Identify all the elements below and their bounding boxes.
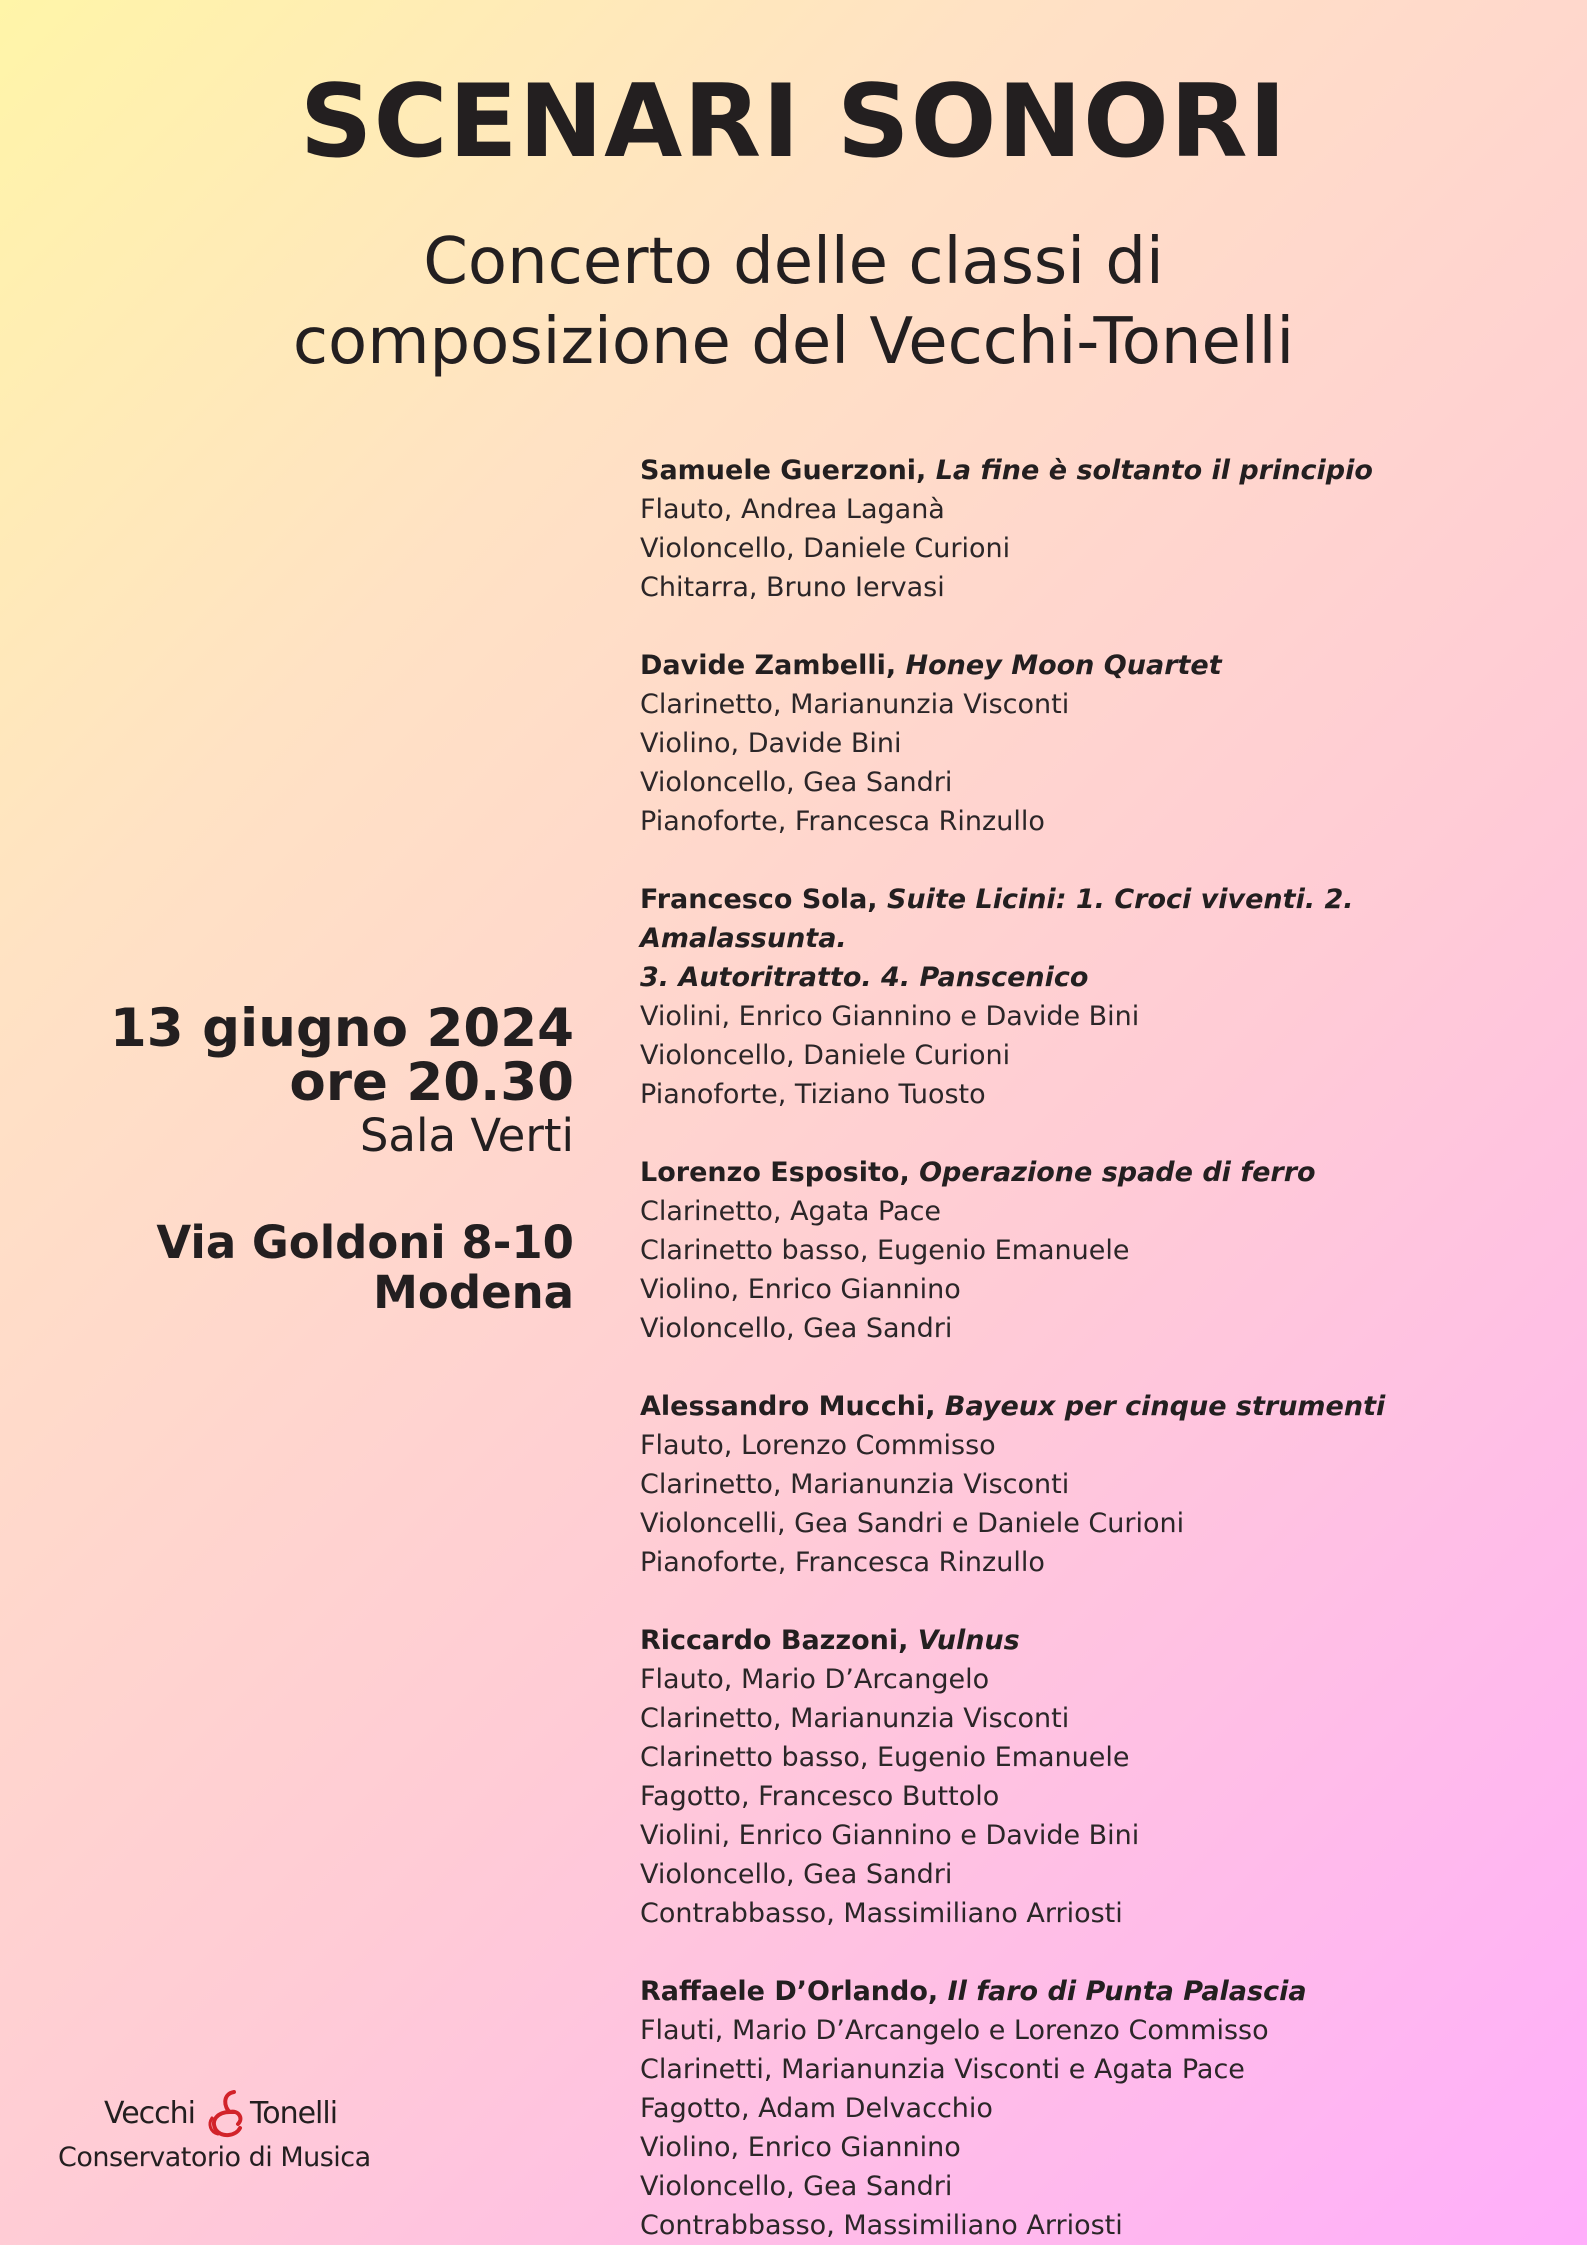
performer-line: Fagotto, Adam Delvacchio bbox=[640, 2093, 993, 2124]
performer-line: Violoncello, Gea Sandri bbox=[640, 1859, 953, 1890]
piece-title: 3. Autoritratto. 4. Panscenico bbox=[640, 962, 1089, 993]
logo-word-left: Vecchi bbox=[104, 2096, 195, 2131]
performer-line: Violoncello, Daniele Curioni bbox=[640, 533, 1011, 564]
event-info bbox=[14, 998, 574, 1320]
piece-title: Il faro di Punta Palascia bbox=[947, 1976, 1307, 2007]
program-piece bbox=[640, 880, 1540, 1114]
performer-line: Violino, Davide Bini bbox=[640, 728, 902, 759]
performer-line: Pianoforte, Francesca Rinzullo bbox=[640, 806, 1045, 837]
piece-title: Bayeux per cinque strumenti bbox=[944, 1391, 1386, 1422]
subtitle-line-2: composizione del Vecchi-Tonelli bbox=[292, 305, 1295, 379]
subtitle bbox=[0, 222, 1587, 382]
piece-heading bbox=[640, 1621, 1540, 1660]
performer-line: Clarinetto basso, Eugenio Emanuele bbox=[640, 1235, 1130, 1266]
piece-heading bbox=[640, 1153, 1540, 1192]
performer-line: Chitarra, Bruno Iervasi bbox=[640, 572, 945, 603]
performer-line: Violini, Enrico Giannino e Davide Bini bbox=[640, 1820, 1140, 1851]
performer-line: Contrabbasso, Massimiliano Arriosti bbox=[640, 2210, 1123, 2241]
composer-name: Samuele Guerzoni, bbox=[640, 455, 927, 486]
performer-line: Violoncello, Gea Sandri bbox=[640, 1313, 953, 1344]
piece-heading bbox=[640, 1972, 1540, 2011]
performer-line: Violino, Enrico Giannino bbox=[640, 1274, 961, 1305]
performer-line: Violoncello, Gea Sandri bbox=[640, 2171, 953, 2202]
composer-name: Francesco Sola, bbox=[640, 884, 878, 915]
program-list bbox=[640, 451, 1540, 2245]
composer-name: Riccardo Bazzoni, bbox=[640, 1625, 909, 1656]
composer-name: Davide Zambelli, bbox=[640, 650, 897, 681]
piece-heading bbox=[640, 451, 1540, 490]
logo-tagline: Conservatorio di Musica bbox=[58, 2142, 371, 2173]
conservatory-logo bbox=[58, 2088, 398, 2173]
event-street-address: Via Goldoni 8-10 bbox=[156, 1216, 574, 1269]
event-time: ore 20.30 bbox=[289, 1052, 574, 1113]
piece-heading bbox=[640, 646, 1540, 685]
performer-line: Clarinetto, Marianunzia Visconti bbox=[640, 1469, 1070, 1500]
main-title: SCENARI SONORI bbox=[299, 62, 1288, 180]
piece-title: Operazione spade di ferro bbox=[919, 1157, 1316, 1188]
performer-line: Clarinetti, Marianunzia Visconti e Agata Pace bbox=[640, 2054, 1245, 2085]
program-piece bbox=[640, 451, 1540, 607]
program-piece bbox=[640, 1153, 1540, 1348]
performer-line: Violoncello, Gea Sandri bbox=[640, 767, 953, 798]
performer-line: Violoncello, Daniele Curioni bbox=[640, 1040, 1011, 1071]
event-date: 13 giugno 2024 bbox=[109, 998, 574, 1059]
performer-line: Contrabbasso, Massimiliano Arriosti bbox=[640, 1898, 1123, 1929]
piece-title: Vulnus bbox=[917, 1625, 1020, 1656]
piece-title: Honey Moon Quartet bbox=[905, 650, 1222, 681]
performer-line: Fagotto, Francesco Buttolo bbox=[640, 1781, 1000, 1812]
logo-word-right: Tonelli bbox=[250, 2096, 338, 2131]
piece-heading bbox=[640, 1387, 1540, 1426]
piece-title: La fine è soltanto il principio bbox=[935, 455, 1373, 486]
performer-line: Violino, Enrico Giannino bbox=[640, 2132, 961, 2163]
composer-name: Raffaele D’Orlando, bbox=[640, 1976, 939, 2007]
performer-line: Clarinetto, Marianunzia Visconti bbox=[640, 689, 1070, 720]
performer-line: Violoncelli, Gea Sandri e Daniele Curioni bbox=[640, 1508, 1185, 1539]
composer-name: Lorenzo Esposito, bbox=[640, 1157, 910, 1188]
performer-line: Violini, Enrico Giannino e Davide Bini bbox=[640, 1001, 1140, 1032]
performer-line: Flauti, Mario D’Arcangelo e Lorenzo Commisso bbox=[640, 2015, 1269, 2046]
performer-line: Clarinetto, Agata Pace bbox=[640, 1196, 942, 1227]
program-piece bbox=[640, 646, 1540, 841]
performer-line: Clarinetto, Marianunzia Visconti bbox=[640, 1703, 1070, 1734]
piece-title: Suite Licini: 1. Croci viventi. 2. Amalassunta. bbox=[640, 884, 1354, 954]
program-piece bbox=[640, 1972, 1540, 2245]
subtitle-line-1: Concerto delle classi di bbox=[423, 225, 1164, 299]
performer-line: Flauto, Lorenzo Commisso bbox=[640, 1430, 996, 1461]
performer-line: Flauto, Andrea Laganà bbox=[640, 494, 945, 525]
event-hall: Sala Verti bbox=[359, 1109, 574, 1162]
piece-title-continuation bbox=[640, 958, 1540, 997]
piece-heading bbox=[640, 880, 1540, 958]
performer-line: Pianoforte, Francesca Rinzullo bbox=[640, 1547, 1045, 1578]
event-city: Modena bbox=[373, 1266, 574, 1319]
program-piece bbox=[640, 1387, 1540, 1582]
performer-line: Clarinetto basso, Eugenio Emanuele bbox=[640, 1742, 1130, 1773]
logo-wordmark bbox=[58, 2088, 398, 2140]
performer-line: Flauto, Mario D’Arcangelo bbox=[640, 1664, 990, 1695]
program-piece bbox=[640, 1621, 1540, 1933]
performer-line: Pianoforte, Tiziano Tuosto bbox=[640, 1079, 986, 1110]
composer-name: Alessandro Mucchi, bbox=[640, 1391, 936, 1422]
violin-scroll-icon bbox=[204, 2088, 250, 2140]
